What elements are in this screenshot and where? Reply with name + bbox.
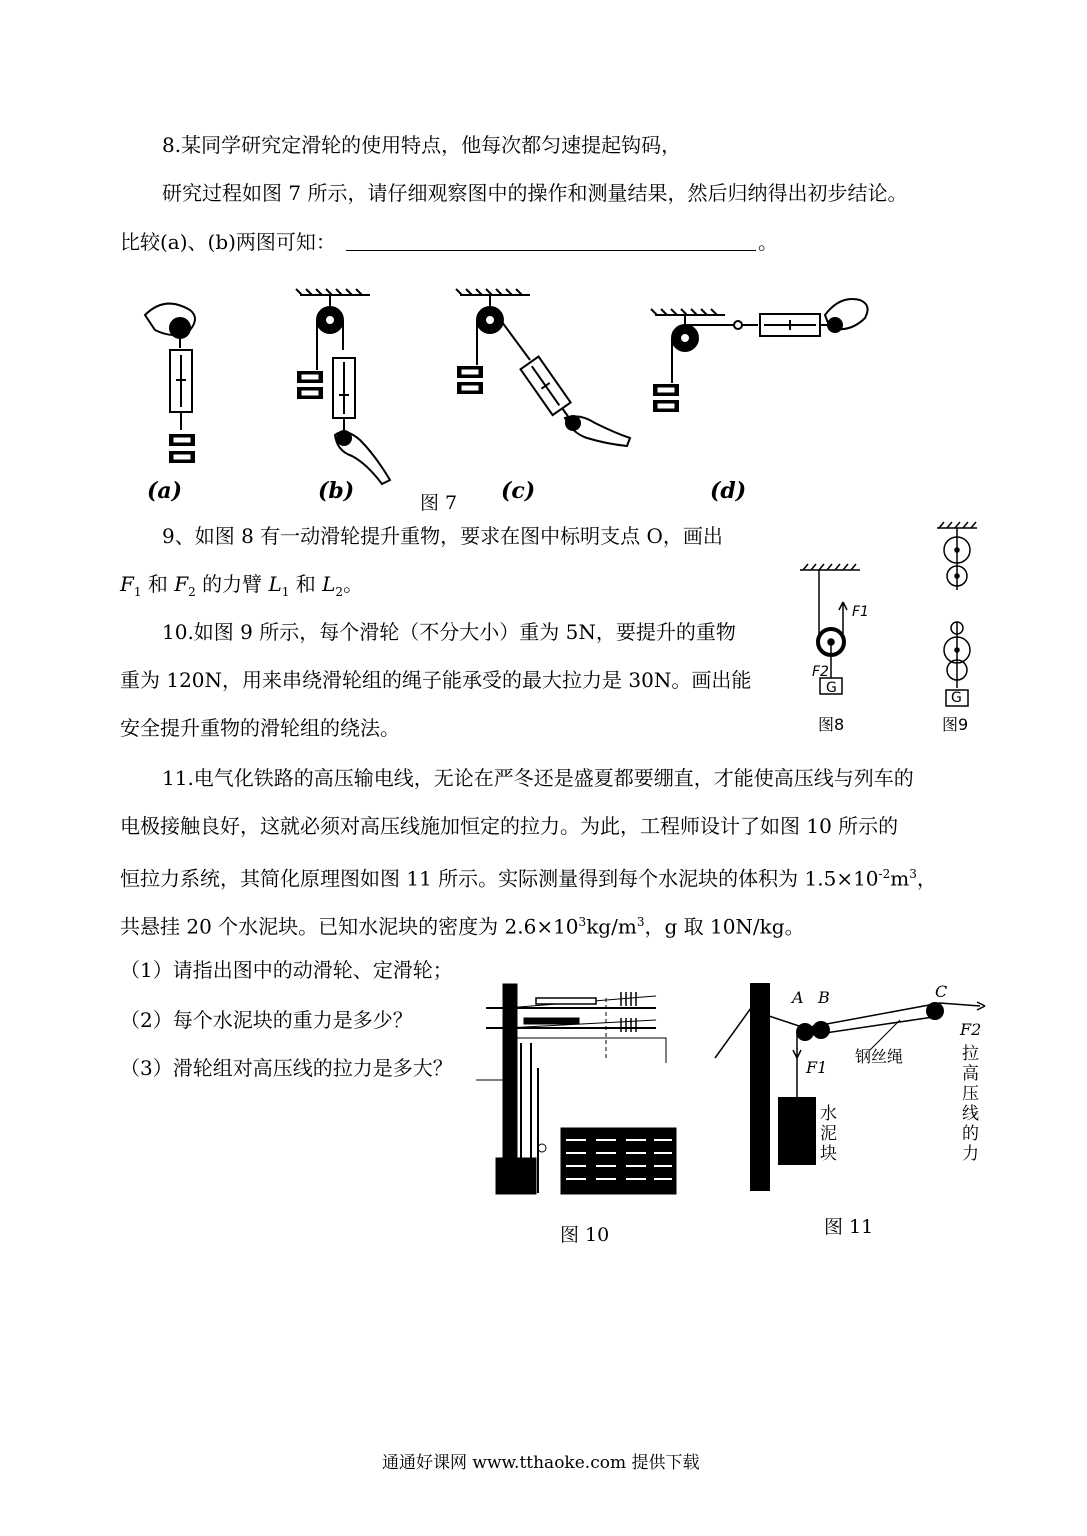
fig8-g: G <box>826 680 837 696</box>
fig7c-setup <box>456 289 630 446</box>
q11-sub1: （1）请指出图中的动滑轮、定滑轮； <box>120 958 453 982</box>
q9-line2: $F_1$ 和 $F_2$ 的力臂 $L_1$ 和 $L_2$。 <box>120 572 364 599</box>
fig7a-setup <box>145 304 195 462</box>
q8-line3: 比较(a)、(b)两图可知： <box>120 230 336 254</box>
fig11-label-a: A <box>792 988 804 1007</box>
fig11-caption: 图 11 <box>824 1216 874 1238</box>
fig11-f1: F1 <box>806 1058 828 1077</box>
q8-line3-end: 。 <box>758 230 778 254</box>
fig7-label-c: (c) <box>501 478 536 504</box>
q11-line2: 电极接触良好，这就必须对高压线施加恒定的拉力。为此，工程师设计了如图 10 所示的 <box>120 814 899 838</box>
fig8-f2: F2 <box>812 664 829 680</box>
fig9-caption: 图9 <box>942 715 969 734</box>
footer-text: 通通好课网 www.tthaoke.com 提供下载 <box>382 1453 700 1473</box>
q8-line1: 8.某同学研究定滑轮的使用特点，他每次都匀速提起钩码， <box>162 133 682 157</box>
q11-sub2: （2）每个水泥块的重力是多少？ <box>120 1008 413 1032</box>
figure-9 <box>925 520 985 715</box>
fig8-f1: F1 <box>852 604 869 620</box>
q9-line1: 9、如图 8 有一动滑轮提升重物，要求在图中标明支点 O，画出 <box>162 524 723 548</box>
q8-line2: 研究过程如图 7 所示，请仔细观察图中的操作和测量结果，然后归纳得出初步结论。 <box>162 181 908 205</box>
q11-line1: 11.电气化铁路的高压输电线，无论在严冬还是盛夏都要绷直，才能使高压线与列车的 <box>162 766 914 790</box>
figure-10 <box>476 978 676 1194</box>
fig11-label-c: C <box>935 982 948 1001</box>
q11-line4: 共悬挂 20 个水泥块。已知水泥块的密度为 $2.6\times 10^3kg/m^3$，g 取 10N/kg。 <box>120 914 805 939</box>
fig7-label-b: (b) <box>318 478 355 504</box>
q10-line3: 安全提升重物的滑轮组的绕法。 <box>120 716 400 740</box>
fig7d-setup <box>651 299 868 411</box>
fig11-force-label: 拉 高 压 线 的 力 <box>962 1044 979 1164</box>
q10-line2: 重为 120N，用来串绕滑轮组的绳子能承受的最大拉力是 30N。画出能 <box>120 668 752 692</box>
fig7-label-a: (a) <box>147 478 183 504</box>
fig8-caption: 图8 <box>818 715 845 734</box>
q10-line1: 10.如图 9 所示，每个滑轮（不分大小）重为 5N，要提升的重物 <box>162 620 736 644</box>
fig11-rope-label: 钢丝绳 <box>855 1047 904 1066</box>
fig11-f2: F2 <box>960 1020 982 1039</box>
q11-line3: 恒拉力系统，其简化原理图如图 11 所示。实际测量得到每个水泥块的体积为 $1.5\times 10^{-2}m^3$， <box>120 866 937 891</box>
fig7-caption: 图 7 <box>420 492 458 514</box>
fig7-label-d: (d) <box>710 478 747 504</box>
fig10-caption: 图 10 <box>560 1224 610 1246</box>
fig7b-setup <box>296 289 390 484</box>
figure-11 <box>715 978 995 1194</box>
fig11-label-b: B <box>818 988 830 1007</box>
fig11-block-label: 水 泥 块 <box>820 1104 837 1164</box>
q11-sub3: （3）滑轮组对高压线的拉力是多大？ <box>120 1056 453 1080</box>
answer-blank[interactable] <box>346 250 756 251</box>
fig9-g: G <box>951 690 962 706</box>
